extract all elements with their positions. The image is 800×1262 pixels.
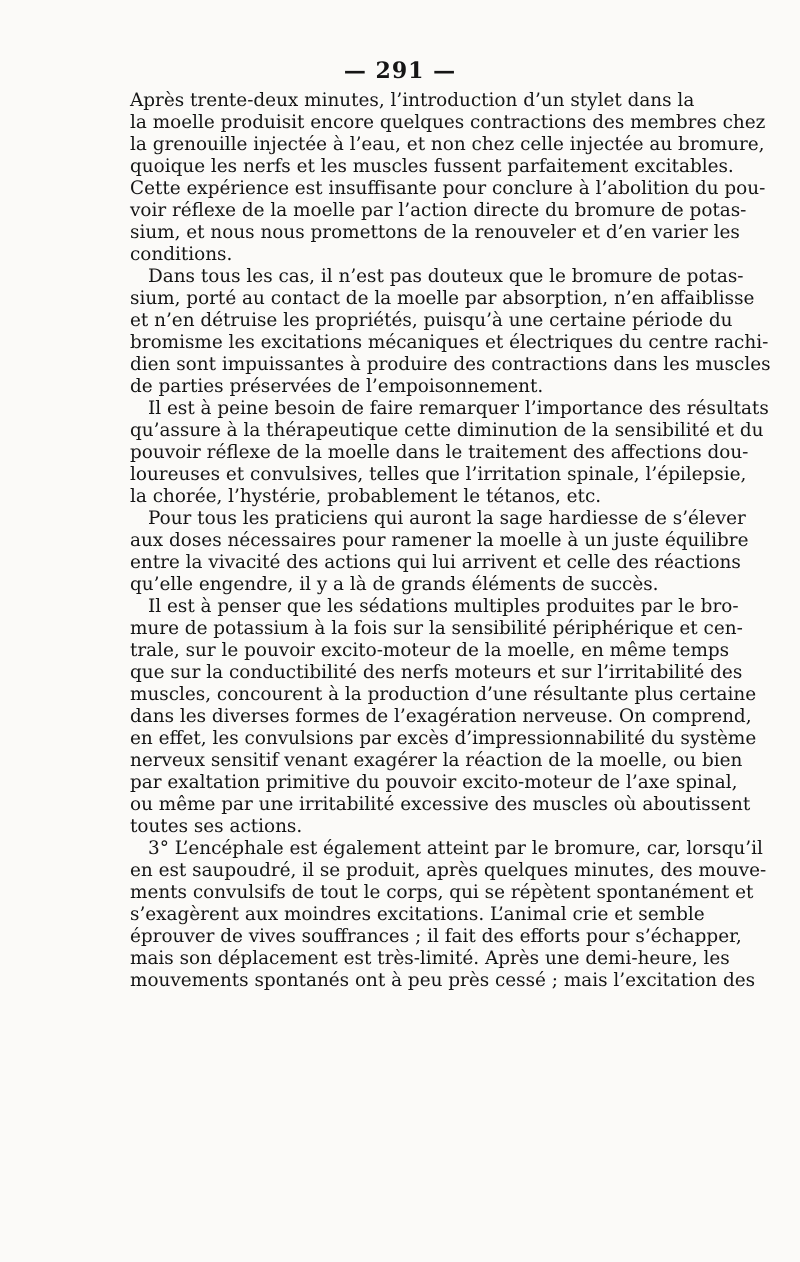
text-line: par exaltation primitive du pouvoir excito-moteur de l’axe spinal,: [130, 772, 738, 793]
text-line: loureuses et convulsives, telles que l’irritation spinale, l’épilepsie,: [130, 464, 747, 485]
text-line: en est saupoudré, il se produit, après quelques minutes, des mouve-: [130, 860, 767, 881]
page-number: — 291 —: [343, 58, 457, 84]
text-line: mais son déplacement est très-limité. Après une demi-heure, les: [130, 948, 730, 969]
text-line: sium, porté au contact de la moelle par absorption, n’en affaiblisse: [130, 288, 755, 309]
text-line: bromisme les excitations mécaniques et électriques du centre rachi-: [130, 332, 769, 353]
text-line: entre la vivacité des actions qui lui arrivent et celle des réactions: [130, 552, 741, 573]
text-line: conditions.: [130, 244, 233, 265]
text-line: ou même par une irritabilité excessive des muscles où aboutissent: [130, 794, 751, 815]
text-line: nerveux sensitif venant exagérer la réaction de la moelle, ou bien: [130, 750, 743, 771]
text-line: la grenouille injectée à l’eau, et non chez celle injectée au bromure,: [130, 134, 765, 155]
text-line: Après trente-deux minutes, l’introduction d’un stylet dans la: [130, 90, 695, 111]
text-line: mure de potassium à la fois sur la sensibilité périphérique et cen-: [130, 618, 743, 639]
text-line: que sur la conductibilité des nerfs moteurs et sur l’irritabilité des: [130, 662, 743, 683]
text-line: mouvements spontanés ont à peu près cessé ; mais l’excitation des: [130, 970, 756, 991]
text-line: la moelle produisit encore quelques contractions des membres chez: [130, 112, 766, 133]
text-line: Pour tous les praticiens qui auront la sage hardiesse de s’élever: [148, 508, 746, 529]
text-line: voir réflexe de la moelle par l’action directe du bromure de potas-: [130, 200, 747, 221]
text-line: éprouver de vives souffrances ; il fait des efforts pour s’échapper,: [130, 926, 742, 947]
text-line: s’exagèrent aux moindres excitations. L’animal crie et semble: [130, 904, 705, 925]
text-line: Dans tous les cas, il n’est pas douteux que le bromure de potas-: [148, 266, 744, 287]
text-line: aux doses nécessaires pour ramener la moelle à un juste équilibre: [130, 530, 749, 551]
text-line: pouvoir réflexe de la moelle dans le traitement des affections dou-: [130, 442, 749, 463]
text-line: sium, et nous nous promettons de la renouveler et d’en varier les: [130, 222, 740, 243]
text-line: quoique les nerfs et les muscles fussent parfaitement excitables.: [130, 156, 734, 177]
text-line: Il est à peine besoin de faire remarquer l’importance des résultats: [148, 398, 769, 419]
text-line: toutes ses actions.: [130, 816, 303, 837]
text-line: Il est à penser que les sédations multiples produites par le bro-: [148, 596, 739, 617]
text-line: 3° L’encéphale est également atteint par le bromure, car, lorsqu’il: [148, 838, 763, 859]
text-line: dien sont impuissantes à produire des contractions dans les muscles: [130, 354, 771, 375]
text-line: qu’elle engendre, il y a là de grands éléments de succès.: [130, 574, 659, 595]
text-line: la chorée, l’hystérie, probablement le tétanos, etc.: [130, 486, 602, 507]
text-line: et n’en détruise les propriétés, puisqu’à une certaine période du: [130, 310, 733, 331]
text-line: en effet, les convulsions par excès d’impressionnabilité du système: [130, 728, 757, 749]
text-line: dans les diverses formes de l’exagération nerveuse. On comprend,: [130, 706, 752, 727]
text-line: trale, sur le pouvoir excito-moteur de la moelle, en même temps: [130, 640, 730, 661]
text-line: qu’assure à la thérapeutique cette diminution de la sensibilité et du: [130, 420, 764, 441]
text-line: ments convulsifs de tout le corps, qui se répètent spontanément et: [130, 882, 754, 903]
text-line: muscles, concourent à la production d’une résultante plus certaine: [130, 684, 757, 705]
text-line: Cette expérience est insuffisante pour conclure à l’abolition du pou-: [130, 178, 766, 199]
text-line: de parties préservées de l’empoisonnement.: [130, 376, 544, 397]
